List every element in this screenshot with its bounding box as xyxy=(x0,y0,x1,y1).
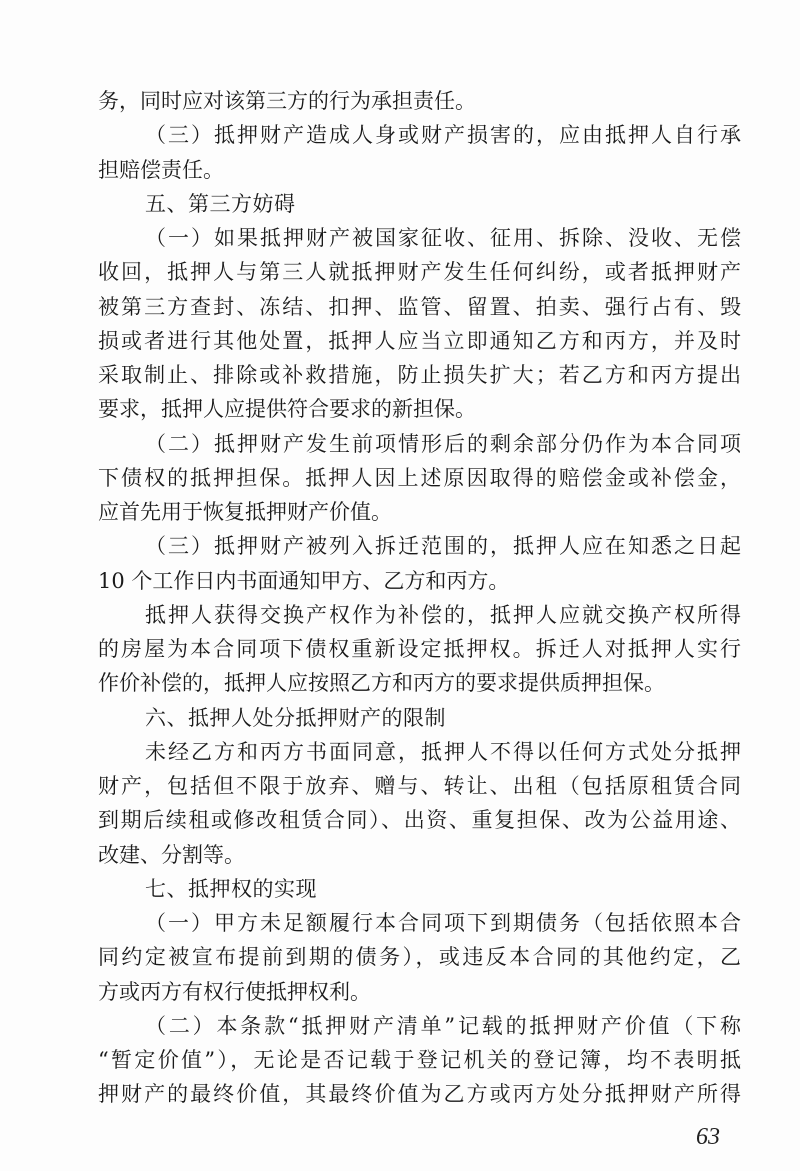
text-line: （三）抵押财产造成人身或财产损害的，应由抵押人自行承 xyxy=(145,123,741,148)
text-line: 应首先用于恢复抵押财产价值。 xyxy=(98,500,392,524)
text-line: （二）本条款“抵押财产清单”记载的抵押财产价值（下称 xyxy=(145,1013,741,1038)
text-line: 被第三方查封、冻结、扣押、监管、留置、拍卖、强行占有、毁 xyxy=(98,294,741,319)
text-line: 损或者进行其他处置，抵押人应当立即通知乙方和丙方，并及时 xyxy=(98,328,741,353)
page-number: 63 xyxy=(696,1124,720,1150)
text-line: 抵押人获得交换产权作为补偿的，抵押人应就交换产权所得 xyxy=(145,602,741,627)
text-line: 押财产的最终价值，其最终价值为乙方或丙方处分抵押财产所得 xyxy=(98,1082,741,1107)
text-line: （一）甲方未足额履行本合同项下到期债务（包括依照本合 xyxy=(145,911,741,935)
text-line: 担赔偿责任。 xyxy=(98,157,224,182)
text-line: “暂定价值”），无论是否记载于登记机关的登记簿，均不表明抵 xyxy=(98,1048,741,1072)
text-line: 作价补偿的，抵押人应按照乙方和丙方的要求提供质押担保。 xyxy=(98,671,665,696)
text-line: 收回，抵押人与第三人就抵押财产发生任何纠纷，或者抵押财产 xyxy=(98,260,741,285)
text-line: 未经乙方和丙方书面同意，抵押人不得以任何方式处分抵押 xyxy=(145,739,741,764)
text-line: 要求，抵押人应提供符合要求的新担保。 xyxy=(98,397,476,422)
text-line: 同约定被宣布提前到期的债务），或违反本合同的其他约定，乙 xyxy=(98,945,741,970)
text-line: 10 个工作日内书面通知甲方、乙方和丙方。 xyxy=(98,568,510,593)
text-line: 改建、分割等。 xyxy=(98,842,245,867)
text-line: （三）抵押财产被列入拆迁范围的，抵押人应在知悉之日起 xyxy=(145,534,741,559)
document-body xyxy=(98,84,748,1112)
text-line: 到期后续租或修改租赁合同）、出资、重复担保、改为公益用途、 xyxy=(98,808,741,833)
text-line: 采取制止、排除或补救措施，防止损失扩大；若乙方和丙方提出 xyxy=(98,363,741,387)
text-line: 务，同时应对该第三方的行为承担责任。 xyxy=(98,89,476,113)
text-line: （一）如果抵押财产被国家征收、征用、拆除、没收、无偿 xyxy=(145,226,741,250)
section-heading-third-party-interference: 五、第三方妨碍 xyxy=(145,191,296,216)
text-line: 下债权的抵押担保。抵押人因上述原因取得的赔偿金或补偿金， xyxy=(98,465,741,490)
text-line: 财产，包括但不限于放弃、赠与、转让、出租（包括原租赁合同 xyxy=(98,774,741,798)
text-line: 的房屋为本合同项下债权重新设定抵押权。拆迁人对抵押人实行 xyxy=(98,637,741,661)
text-line: 方或丙方有权行使抵押权利。 xyxy=(98,979,371,1004)
section-heading-mortgage-realization: 七、抵押权的实现 xyxy=(145,876,317,901)
text-line: （二）抵押财产发生前项情形后的剩余部分仍作为本合同项 xyxy=(145,431,741,456)
section-heading-disposal-restriction: 六、抵押人处分抵押财产的限制 xyxy=(145,705,446,730)
